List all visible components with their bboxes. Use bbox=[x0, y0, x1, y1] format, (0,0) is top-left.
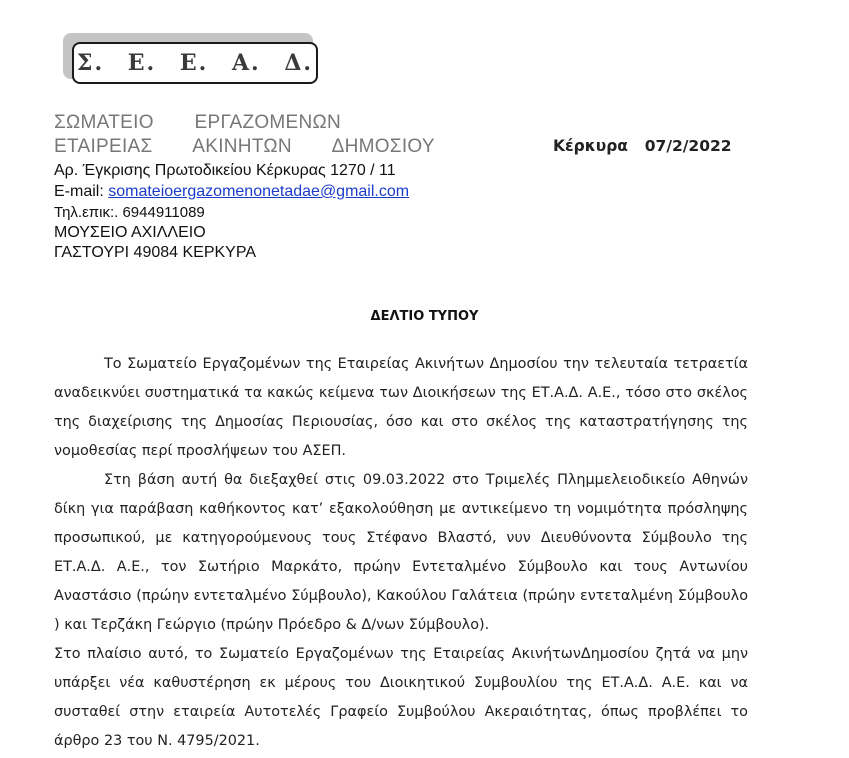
email-line bbox=[54, 183, 409, 201]
org-name-line2: ΕΤΑΙΡΕΙΑΣ ΑΚΙΝΗΤΩΝ ΔΗΜΟΣΙΟΥ bbox=[54, 136, 435, 157]
paragraph-3: Στο πλαίσιο αυτό, το Σωματείο Εργαζομένων της Εταιρείας ΑκινήτωνΔημοσίου ζητά να μην υπάρξει νέα καθυστέρηση εκ μέρους του Διοικητικού Συμβουλίου της ΕΤ.Α.Δ. Α.Ε. και να συσταθεί στην εταιρεία Αυτοτελές Γραφείο Συμβούλου Ακεραιότητας, όπως προβλέπει το άρθρο 23 του Ν. 4795/2021. bbox=[54, 646, 748, 749]
place-date: Κέρκυρα 07/2/2022 bbox=[553, 137, 732, 155]
logo-box bbox=[72, 42, 318, 84]
address-line1: ΜΟΥΣΕΙΟ ΑΧΙΛΛΕΙΟ bbox=[54, 224, 206, 241]
email-link[interactable]: somateioergazomenonetadae@gmail.com bbox=[108, 183, 410, 200]
union-logo bbox=[63, 33, 321, 87]
paragraph-2: Στη βάση αυτή θα διεξαχθεί στις 09.03.2022 στο Τριμελές Πλημμελειοδικείο Αθηνών δίκη για παράβαση καθήκοντος κατ’ εξακολούθηση με αντικείμενο τη νομιμότητα πρόσληψης προσωπικού, με κατηγορούμενους τους Στέφανο Βλαστό, νυν Διευθύνοντα Σύμβουλο της ΕΤ.Α.Δ. Α.Ε., τον Σωτήριο Μαρκάτο, πρώην Εντεταλμένο Σύμβουλο και τους Αντωνίου Αναστάσιο (πρώην εντεταλμένο Σύμβουλο), Κακούλου Γαλάτεια (πρώην εντεταλμένη Σύμβουλο ) και Τερζάκη Γεώργιο (πρώην Πρόεδρο & Δ/νων Σύμβουλο). bbox=[54, 472, 748, 633]
paragraph-1: Το Σωματείο Εργαζομένων της Εταιρείας Ακινήτων Δημοσίου την τελευταία τετραετία αναδεικνύει συστηματικά τα κακώς κείμενα των Διοικήσεων της ΕΤ.Α.Δ. Α.Ε., τόσο στο σκέλος της διαχείρισης της Δημοσίας Περιουσίας, όσο και στο σκέλος της καταστρατήγησης της νομοθεσίας περί προσλήψεων του ΑΣΕΠ. bbox=[54, 356, 748, 459]
document-body bbox=[54, 350, 748, 756]
phone-line: Τηλ.επικ:. 6944911089 bbox=[54, 204, 205, 221]
approval-number: Αρ. Έγκρισης Πρωτοδικείου Κέρκυρας 1270 / 11 bbox=[54, 162, 396, 179]
org-name-line1: ΣΩΜΑΤΕΙΟ ΕΡΓΑΖΟΜΕΝΩΝ bbox=[54, 112, 342, 133]
logo-text: Σ. Ε. Ε. Α. Δ. bbox=[76, 50, 314, 76]
address-line2: ΓΑΣΤΟΥΡΙ 49084 ΚΕΡΚΥΡΑ bbox=[54, 244, 257, 261]
document-title: ΔΕΛΤΙΟ ΤΥΠΟΥ bbox=[370, 309, 479, 324]
email-label: E-mail: bbox=[54, 183, 109, 200]
